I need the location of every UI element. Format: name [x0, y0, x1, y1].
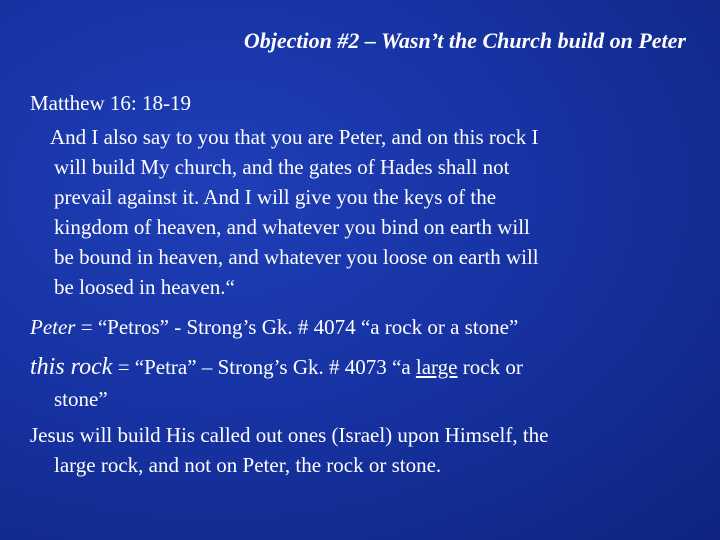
peter-meaning: = “Petros” - Strong’s Gk. # 4074 “a rock or a stone”: [75, 315, 519, 339]
slide-title: Objection #2 – Wasn’t the Church build on Peter: [243, 28, 686, 53]
peter-definition: [30, 312, 710, 342]
quote-line: prevail against it. And I will give you the keys of the: [54, 185, 497, 209]
conclusion-line: large rock, and not on Peter, the rock or stone.: [54, 453, 442, 477]
rock-meaning-before: = “Petra” – Strong’s Gk. # 4073 “a: [112, 355, 416, 379]
quote-line: be loosed in heaven.“: [54, 275, 235, 299]
quote-line: be bound in heaven, and whatever you loose on earth will: [54, 245, 539, 269]
quote-line: And I also say to you that you are Peter, and on this rock I: [50, 125, 539, 149]
quote-line: kingdom of heaven, and whatever you bind on earth will: [54, 215, 530, 239]
conclusion-line: Jesus will build His called out ones (Israel) upon Himself, the: [30, 423, 549, 447]
rock-definition-cont: stone”: [54, 387, 108, 411]
rock-meaning-emphasis: large: [415, 355, 458, 379]
quote-line: will build My church, and the gates of Hades shall not: [54, 155, 510, 179]
peter-term: Peter: [30, 315, 76, 339]
rock-definition: [30, 352, 710, 382]
rock-term: this rock: [30, 354, 113, 380]
rock-meaning-after: rock or: [457, 355, 523, 379]
scripture-reference: Matthew 16: 18-19: [30, 91, 191, 115]
